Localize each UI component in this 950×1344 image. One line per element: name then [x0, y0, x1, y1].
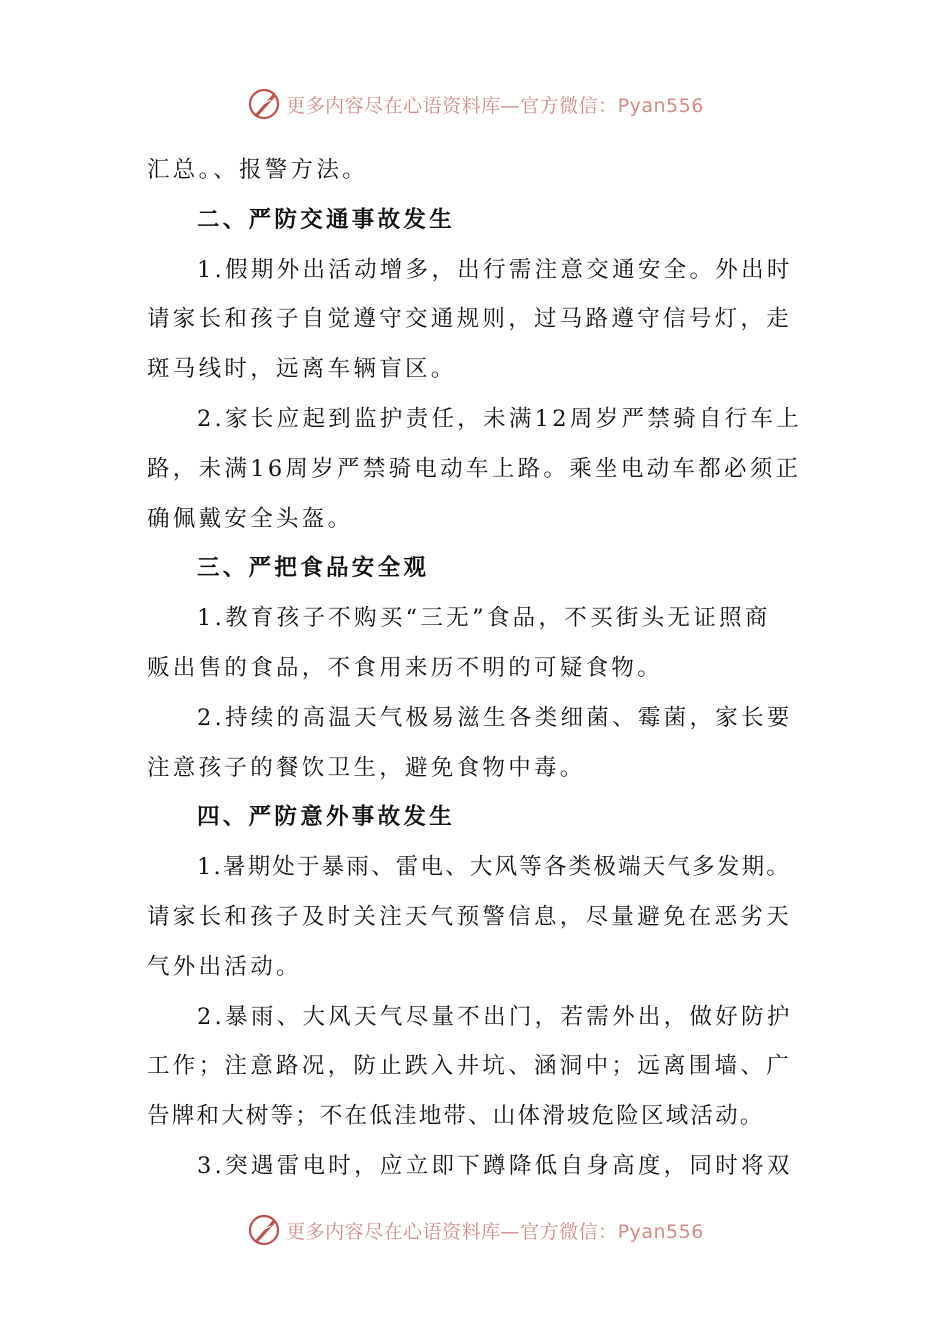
- paragraph-line: 1.教育孩子不购买“三无”食品，不买街头无证照商: [197, 605, 771, 632]
- section-heading-food: 三、严把食品安全观: [197, 555, 430, 582]
- pen-feather-logo-icon: [246, 86, 282, 122]
- paragraph-line: 2.暴雨、大风天气尽量不出门，若需外出，做好防护: [197, 1003, 793, 1030]
- pen-feather-logo-icon: [246, 1212, 282, 1248]
- paragraph-line: 2.持续的高温天气极易滋生各类细菌、霉菌，家长要: [197, 704, 793, 731]
- header-watermark: [0, 84, 950, 124]
- paragraph-line: 1.暑期处于暴雨、雷电、大风等各类极端天气多发期。: [197, 854, 791, 881]
- paragraph-line: 汇总。、报警方法。: [147, 157, 368, 183]
- paragraph-line: 气外出活动。: [147, 953, 302, 980]
- paragraph-line: 请家长和孩子自觉遵守交通规则，过马路遵守信号灯，走: [147, 306, 793, 333]
- paragraph-line: 斑马线时，远离车辆盲区。: [147, 356, 457, 383]
- paragraph-line: 2.家长应起到监护责任，未满12周岁严禁骑自行车上: [197, 405, 803, 432]
- paragraph-line: 路，未满16周岁严禁骑电动车上路。乘坐电动车都必须正: [147, 455, 802, 482]
- watermark-text: 更多内容尽在心语资料库—官方微信：Pyan556: [286, 94, 704, 117]
- footer-watermark: [0, 1210, 950, 1250]
- section-heading-traffic: 二、严防交通事故发生: [197, 206, 456, 233]
- paragraph-line: 工作；注意路况，防止跌入井坑、涵洞中；远离围墙、广: [147, 1053, 793, 1080]
- paragraph-line: 1.假期外出活动增多，出行需注意交通安全。外出时: [197, 256, 793, 283]
- paragraph-line: 确佩戴安全头盔。: [147, 505, 354, 532]
- paragraph-line: 贩出售的食品，不食用来历不明的可疑食物。: [147, 654, 664, 681]
- paragraph-line: 告牌和大树等；不在低洼地带、山体滑坡危险区域活动。: [147, 1103, 765, 1130]
- paragraph-line: 注意孩子的餐饮卫生，避免食物中毒。: [147, 754, 586, 781]
- document-body: [147, 146, 807, 1192]
- paragraph-line: 3.突遇雷电时，应立即下蹲降低自身高度，同时将双: [197, 1152, 793, 1179]
- watermark-text: 更多内容尽在心语资料库—官方微信：Pyan556: [286, 1220, 704, 1243]
- section-heading-accident: 四、严防意外事故发生: [197, 804, 456, 831]
- paragraph-line: 请家长和孩子及时关注天气预警信息，尽量避免在恶劣天: [147, 903, 793, 930]
